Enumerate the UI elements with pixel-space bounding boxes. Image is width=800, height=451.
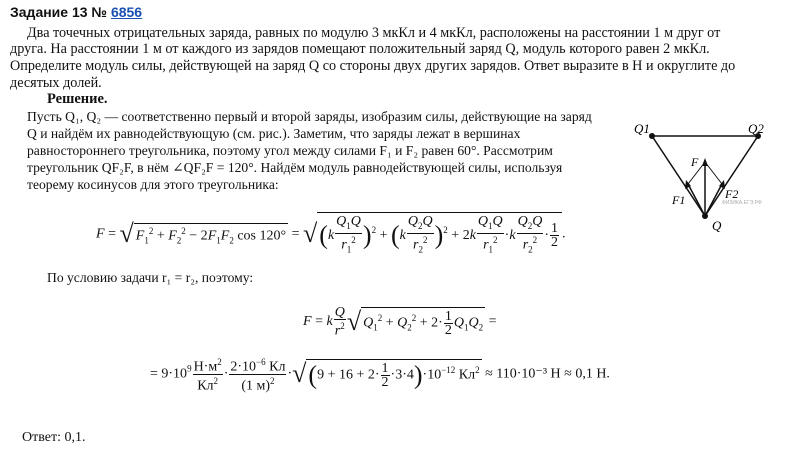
label-f2: F2 bbox=[725, 187, 739, 201]
force-diagram bbox=[630, 112, 790, 237]
task-title: Задание 13 № bbox=[10, 4, 111, 20]
problem-line-4: десятых долей. bbox=[10, 75, 102, 91]
formula-cosine-law: F = √ $F_1^2 + F_2^2 - 2F_1F_2$ cos 120° = √(k $\frac{Q_1Q}{r_1^2}$ )$^2$ + (k $\frac{Q_2Q}{r_2^2}$ )$^2$ + 2k $\frac{Q_1Q}{r_1^2}$ ·k $\frac{Q_2Q}{r_2^2}$ · $\frac{1}{2}$ . bbox=[96, 214, 566, 255]
result-tail: ≈ 110·10⁻³ Н ≈ 0,1 Н. bbox=[485, 366, 610, 382]
solution-line-4: треугольник QF₂F, в нём ∠QF₂F = 120°. Найдём модуль равнодействующей силы, используя bbox=[27, 160, 563, 175]
helper-line-2 bbox=[705, 162, 722, 184]
problem-line-2: друга. На расстоянии 1 м от каждого из зарядов помещают положительный заряд Q, модуль которого равен 2 мкКл. bbox=[10, 41, 710, 57]
solution-line-1: Пусть Q₁, Q₂ — соответственно первый и второй заряды, изобразим силы, действующие на заряд bbox=[27, 109, 592, 124]
force-f1-vector bbox=[688, 184, 705, 216]
label-q: Q bbox=[712, 218, 722, 233]
charge-q1-dot bbox=[649, 133, 655, 139]
formula-simplified: F = k $\frac{Q}{r^2}$ √ $Q_1^2 + Q_2^2 + 2\cdot$ $\frac{1}{2}$ $Q_1Q_2$ = bbox=[303, 305, 497, 339]
answer-line: Ответ: 0,1. bbox=[22, 430, 86, 445]
condition-line: По условию задачи r₁ = r₂, поэтому: bbox=[47, 270, 254, 285]
watermark: ФИЗИКА.ЕГЭ.РФ bbox=[722, 200, 762, 206]
label-f1: F1 bbox=[672, 193, 686, 207]
label-q1: Q1 bbox=[634, 121, 650, 136]
formula-numeric: = $9\cdot 10^9$ $\frac{Н\cdot м^2}{Кл^2}$ · $\frac{2\cdot 10^{-6} Кл}{(1 м)^2}$ ·√(9 + 16 + 2· $\frac{1}{2}$ $\cdot 3\cdot 4)\cdot 10^{-12}$ $Кл^2 \approx 110\cdot 10^{-3}$ Н ≈ 0,1 Н. bbox=[150, 357, 610, 394]
problem-line-1: Два точечных отрицательных заряда, равных по модулю 3 мкКл и 4 мкКл, расположены на расстоянии 1 м друг от bbox=[27, 25, 721, 41]
solution-line-3: равностороннего треугольника, поэтому угол между силами F₁ и F₂ равен 60°. Рассмотрим bbox=[27, 143, 553, 158]
solution-line-5: теорему косинусов для этого треугольника: bbox=[27, 177, 279, 192]
task-header bbox=[10, 4, 142, 20]
task-number-link[interactable]: 6856 bbox=[110, 4, 143, 20]
label-f: F bbox=[691, 155, 699, 169]
label-q2: Q2 bbox=[748, 121, 764, 136]
problem-line-3: Определите модуль силы, действующей на заряд Q со стороны двух других зарядов. Ответ выразите в Н и округлите до bbox=[10, 58, 736, 74]
solution-line-2: Q и найдём их равнодействующую (см. рис.). Заметим, что заряды лежат в вершинах bbox=[27, 126, 521, 141]
force-f2-vector bbox=[705, 184, 722, 216]
solution-heading: Решение. bbox=[47, 91, 108, 107]
